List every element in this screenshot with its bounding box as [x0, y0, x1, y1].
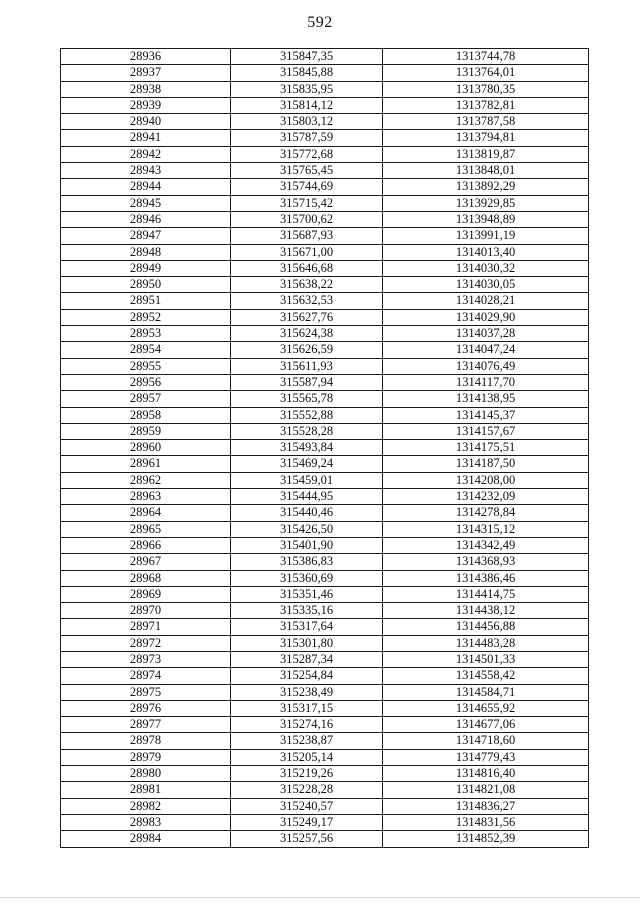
x-coordinate-cell: 315386,83 [231, 554, 383, 570]
table-row [61, 260, 589, 276]
x-coordinate-cell: 315671,00 [231, 244, 383, 260]
table-row [61, 326, 589, 342]
point-number-cell: 28960 [61, 440, 231, 456]
y-coordinate-cell: 1314076,49 [383, 358, 589, 374]
point-number-cell: 28976 [61, 700, 231, 716]
y-coordinate-cell: 1314175,51 [383, 440, 589, 456]
table-row [61, 228, 589, 244]
point-number-cell: 28941 [61, 130, 231, 146]
y-coordinate-cell: 1314232,09 [383, 489, 589, 505]
point-number-cell: 28957 [61, 391, 231, 407]
y-coordinate-cell: 1314414,75 [383, 586, 589, 602]
y-coordinate-cell: 1314157,67 [383, 423, 589, 439]
y-coordinate-cell: 1314368,93 [383, 554, 589, 570]
y-coordinate-cell: 1314037,28 [383, 326, 589, 342]
table-row [61, 407, 589, 423]
y-coordinate-cell: 1313848,01 [383, 163, 589, 179]
y-coordinate-cell: 1314047,24 [383, 342, 589, 358]
y-coordinate-cell: 1314836,27 [383, 798, 589, 814]
y-coordinate-cell: 1313780,35 [383, 81, 589, 97]
point-number-cell: 28954 [61, 342, 231, 358]
coordinates-table-body [61, 49, 589, 848]
point-number-cell: 28946 [61, 211, 231, 227]
x-coordinate-cell: 315426,50 [231, 521, 383, 537]
point-number-cell: 28977 [61, 717, 231, 733]
x-coordinate-cell: 315335,16 [231, 603, 383, 619]
table-row [61, 244, 589, 260]
point-number-cell: 28945 [61, 195, 231, 211]
point-number-cell: 28942 [61, 146, 231, 162]
point-number-cell: 28950 [61, 277, 231, 293]
table-row [61, 684, 589, 700]
y-coordinate-cell: 1313819,87 [383, 146, 589, 162]
x-coordinate-cell: 315587,94 [231, 374, 383, 390]
x-coordinate-cell: 315360,69 [231, 570, 383, 586]
y-coordinate-cell: 1314779,43 [383, 749, 589, 765]
point-number-cell: 28981 [61, 782, 231, 798]
y-coordinate-cell: 1313991,19 [383, 228, 589, 244]
point-number-cell: 28983 [61, 814, 231, 830]
y-coordinate-cell: 1313744,78 [383, 49, 589, 65]
y-coordinate-cell: 1314483,28 [383, 635, 589, 651]
x-coordinate-cell: 315238,87 [231, 733, 383, 749]
y-coordinate-cell: 1314013,40 [383, 244, 589, 260]
point-number-cell: 28953 [61, 326, 231, 342]
x-coordinate-cell: 315238,49 [231, 684, 383, 700]
y-coordinate-cell: 1314028,21 [383, 293, 589, 309]
x-coordinate-cell: 315646,68 [231, 260, 383, 276]
x-coordinate-cell: 315847,35 [231, 49, 383, 65]
y-coordinate-cell: 1313764,01 [383, 65, 589, 81]
point-number-cell: 28979 [61, 749, 231, 765]
x-coordinate-cell: 315772,68 [231, 146, 383, 162]
y-coordinate-cell: 1314718,60 [383, 733, 589, 749]
point-number-cell: 28955 [61, 358, 231, 374]
point-number-cell: 28971 [61, 619, 231, 635]
table-row [61, 814, 589, 830]
y-coordinate-cell: 1313948,89 [383, 211, 589, 227]
point-number-cell: 28947 [61, 228, 231, 244]
table-row [61, 277, 589, 293]
x-coordinate-cell: 315317,15 [231, 700, 383, 716]
point-number-cell: 28974 [61, 668, 231, 684]
x-coordinate-cell: 315744,69 [231, 179, 383, 195]
y-coordinate-cell: 1314456,88 [383, 619, 589, 635]
table-row [61, 146, 589, 162]
point-number-cell: 28975 [61, 684, 231, 700]
x-coordinate-cell: 315765,45 [231, 163, 383, 179]
table-row [61, 651, 589, 667]
table-row [61, 195, 589, 211]
x-coordinate-cell: 315835,95 [231, 81, 383, 97]
x-coordinate-cell: 315228,28 [231, 782, 383, 798]
table-row [61, 766, 589, 782]
table-row [61, 570, 589, 586]
table-row [61, 635, 589, 651]
point-number-cell: 28978 [61, 733, 231, 749]
x-coordinate-cell: 315638,22 [231, 277, 383, 293]
y-coordinate-cell: 1313929,85 [383, 195, 589, 211]
y-coordinate-cell: 1314501,33 [383, 651, 589, 667]
table-row [61, 65, 589, 81]
x-coordinate-cell: 315240,57 [231, 798, 383, 814]
point-number-cell: 28970 [61, 603, 231, 619]
x-coordinate-cell: 315219,26 [231, 766, 383, 782]
table-row [61, 211, 589, 227]
table-row [61, 114, 589, 130]
table-row [61, 130, 589, 146]
point-number-cell: 28972 [61, 635, 231, 651]
point-number-cell: 28938 [61, 81, 231, 97]
table-row [61, 81, 589, 97]
x-coordinate-cell: 315254,84 [231, 668, 383, 684]
x-coordinate-cell: 315814,12 [231, 97, 383, 113]
point-number-cell: 28980 [61, 766, 231, 782]
table-row [61, 489, 589, 505]
x-coordinate-cell: 315301,80 [231, 635, 383, 651]
x-coordinate-cell: 315249,17 [231, 814, 383, 830]
y-coordinate-cell: 1313794,81 [383, 130, 589, 146]
table-row [61, 733, 589, 749]
table-row [61, 342, 589, 358]
table-row [61, 700, 589, 716]
x-coordinate-cell: 315440,46 [231, 505, 383, 521]
point-number-cell: 28984 [61, 831, 231, 847]
y-coordinate-cell: 1314208,00 [383, 472, 589, 488]
y-coordinate-cell: 1314030,32 [383, 260, 589, 276]
table-row [61, 521, 589, 537]
y-coordinate-cell: 1314278,84 [383, 505, 589, 521]
point-number-cell: 28956 [61, 374, 231, 390]
x-coordinate-cell: 315493,84 [231, 440, 383, 456]
coordinates-table [60, 48, 589, 848]
x-coordinate-cell: 315845,88 [231, 65, 383, 81]
point-number-cell: 28943 [61, 163, 231, 179]
x-coordinate-cell: 315287,34 [231, 651, 383, 667]
point-number-cell: 28952 [61, 309, 231, 325]
point-number-cell: 28966 [61, 537, 231, 553]
table-row [61, 309, 589, 325]
table-row [61, 668, 589, 684]
x-coordinate-cell: 315444,95 [231, 489, 383, 505]
point-number-cell: 28948 [61, 244, 231, 260]
table-row [61, 49, 589, 65]
y-coordinate-cell: 1314821,08 [383, 782, 589, 798]
y-coordinate-cell: 1314852,39 [383, 831, 589, 847]
page-number: 592 [307, 14, 333, 31]
point-number-cell: 28959 [61, 423, 231, 439]
x-coordinate-cell: 315626,59 [231, 342, 383, 358]
table-row [61, 505, 589, 521]
y-coordinate-cell: 1314558,42 [383, 668, 589, 684]
y-coordinate-cell: 1314655,92 [383, 700, 589, 716]
table-row [61, 374, 589, 390]
y-coordinate-cell: 1313782,81 [383, 97, 589, 113]
x-coordinate-cell: 315401,90 [231, 537, 383, 553]
table-row [61, 586, 589, 602]
y-coordinate-cell: 1314029,90 [383, 309, 589, 325]
point-number-cell: 28982 [61, 798, 231, 814]
point-number-cell: 28958 [61, 407, 231, 423]
table-row [61, 97, 589, 113]
point-number-cell: 28963 [61, 489, 231, 505]
x-coordinate-cell: 315700,62 [231, 211, 383, 227]
x-coordinate-cell: 315459,01 [231, 472, 383, 488]
x-coordinate-cell: 315351,46 [231, 586, 383, 602]
table-row [61, 440, 589, 456]
table-row [61, 423, 589, 439]
table-row [61, 163, 589, 179]
y-coordinate-cell: 1314342,49 [383, 537, 589, 553]
x-coordinate-cell: 315565,78 [231, 391, 383, 407]
x-coordinate-cell: 315205,14 [231, 749, 383, 765]
y-coordinate-cell: 1313787,58 [383, 114, 589, 130]
y-coordinate-cell: 1314030,05 [383, 277, 589, 293]
x-coordinate-cell: 315257,56 [231, 831, 383, 847]
point-number-cell: 28939 [61, 97, 231, 113]
y-coordinate-cell: 1314117,70 [383, 374, 589, 390]
y-coordinate-cell: 1313892,29 [383, 179, 589, 195]
point-number-cell: 28968 [61, 570, 231, 586]
point-number-cell: 28969 [61, 586, 231, 602]
y-coordinate-cell: 1314138,95 [383, 391, 589, 407]
table-row [61, 391, 589, 407]
x-coordinate-cell: 315274,16 [231, 717, 383, 733]
point-number-cell: 28965 [61, 521, 231, 537]
x-coordinate-cell: 315627,76 [231, 309, 383, 325]
x-coordinate-cell: 315803,12 [231, 114, 383, 130]
y-coordinate-cell: 1314187,50 [383, 456, 589, 472]
y-coordinate-cell: 1314386,46 [383, 570, 589, 586]
y-coordinate-cell: 1314438,12 [383, 603, 589, 619]
table-row [61, 603, 589, 619]
point-number-cell: 28967 [61, 554, 231, 570]
x-coordinate-cell: 315611,93 [231, 358, 383, 374]
y-coordinate-cell: 1314145,37 [383, 407, 589, 423]
x-coordinate-cell: 315624,38 [231, 326, 383, 342]
x-coordinate-cell: 315528,28 [231, 423, 383, 439]
table-row [61, 749, 589, 765]
table-row [61, 358, 589, 374]
table-row [61, 472, 589, 488]
point-number-cell: 28949 [61, 260, 231, 276]
x-coordinate-cell: 315552,88 [231, 407, 383, 423]
table-row [61, 798, 589, 814]
x-coordinate-cell: 315632,53 [231, 293, 383, 309]
y-coordinate-cell: 1314831,56 [383, 814, 589, 830]
table-row [61, 554, 589, 570]
y-coordinate-cell: 1314677,06 [383, 717, 589, 733]
y-coordinate-cell: 1314315,12 [383, 521, 589, 537]
bottom-rule [0, 897, 640, 898]
point-number-cell: 28951 [61, 293, 231, 309]
table-row [61, 537, 589, 553]
table-row [61, 456, 589, 472]
point-number-cell: 28973 [61, 651, 231, 667]
x-coordinate-cell: 315469,24 [231, 456, 383, 472]
point-number-cell: 28937 [61, 65, 231, 81]
x-coordinate-cell: 315787,59 [231, 130, 383, 146]
x-coordinate-cell: 315715,42 [231, 195, 383, 211]
y-coordinate-cell: 1314816,40 [383, 766, 589, 782]
table-row [61, 717, 589, 733]
point-number-cell: 28961 [61, 456, 231, 472]
table-row [61, 179, 589, 195]
point-number-cell: 28936 [61, 49, 231, 65]
point-number-cell: 28940 [61, 114, 231, 130]
table-row [61, 782, 589, 798]
table-row [61, 619, 589, 635]
x-coordinate-cell: 315317,64 [231, 619, 383, 635]
table-row [61, 293, 589, 309]
x-coordinate-cell: 315687,93 [231, 228, 383, 244]
point-number-cell: 28944 [61, 179, 231, 195]
y-coordinate-cell: 1314584,71 [383, 684, 589, 700]
point-number-cell: 28962 [61, 472, 231, 488]
table-row [61, 831, 589, 847]
point-number-cell: 28964 [61, 505, 231, 521]
